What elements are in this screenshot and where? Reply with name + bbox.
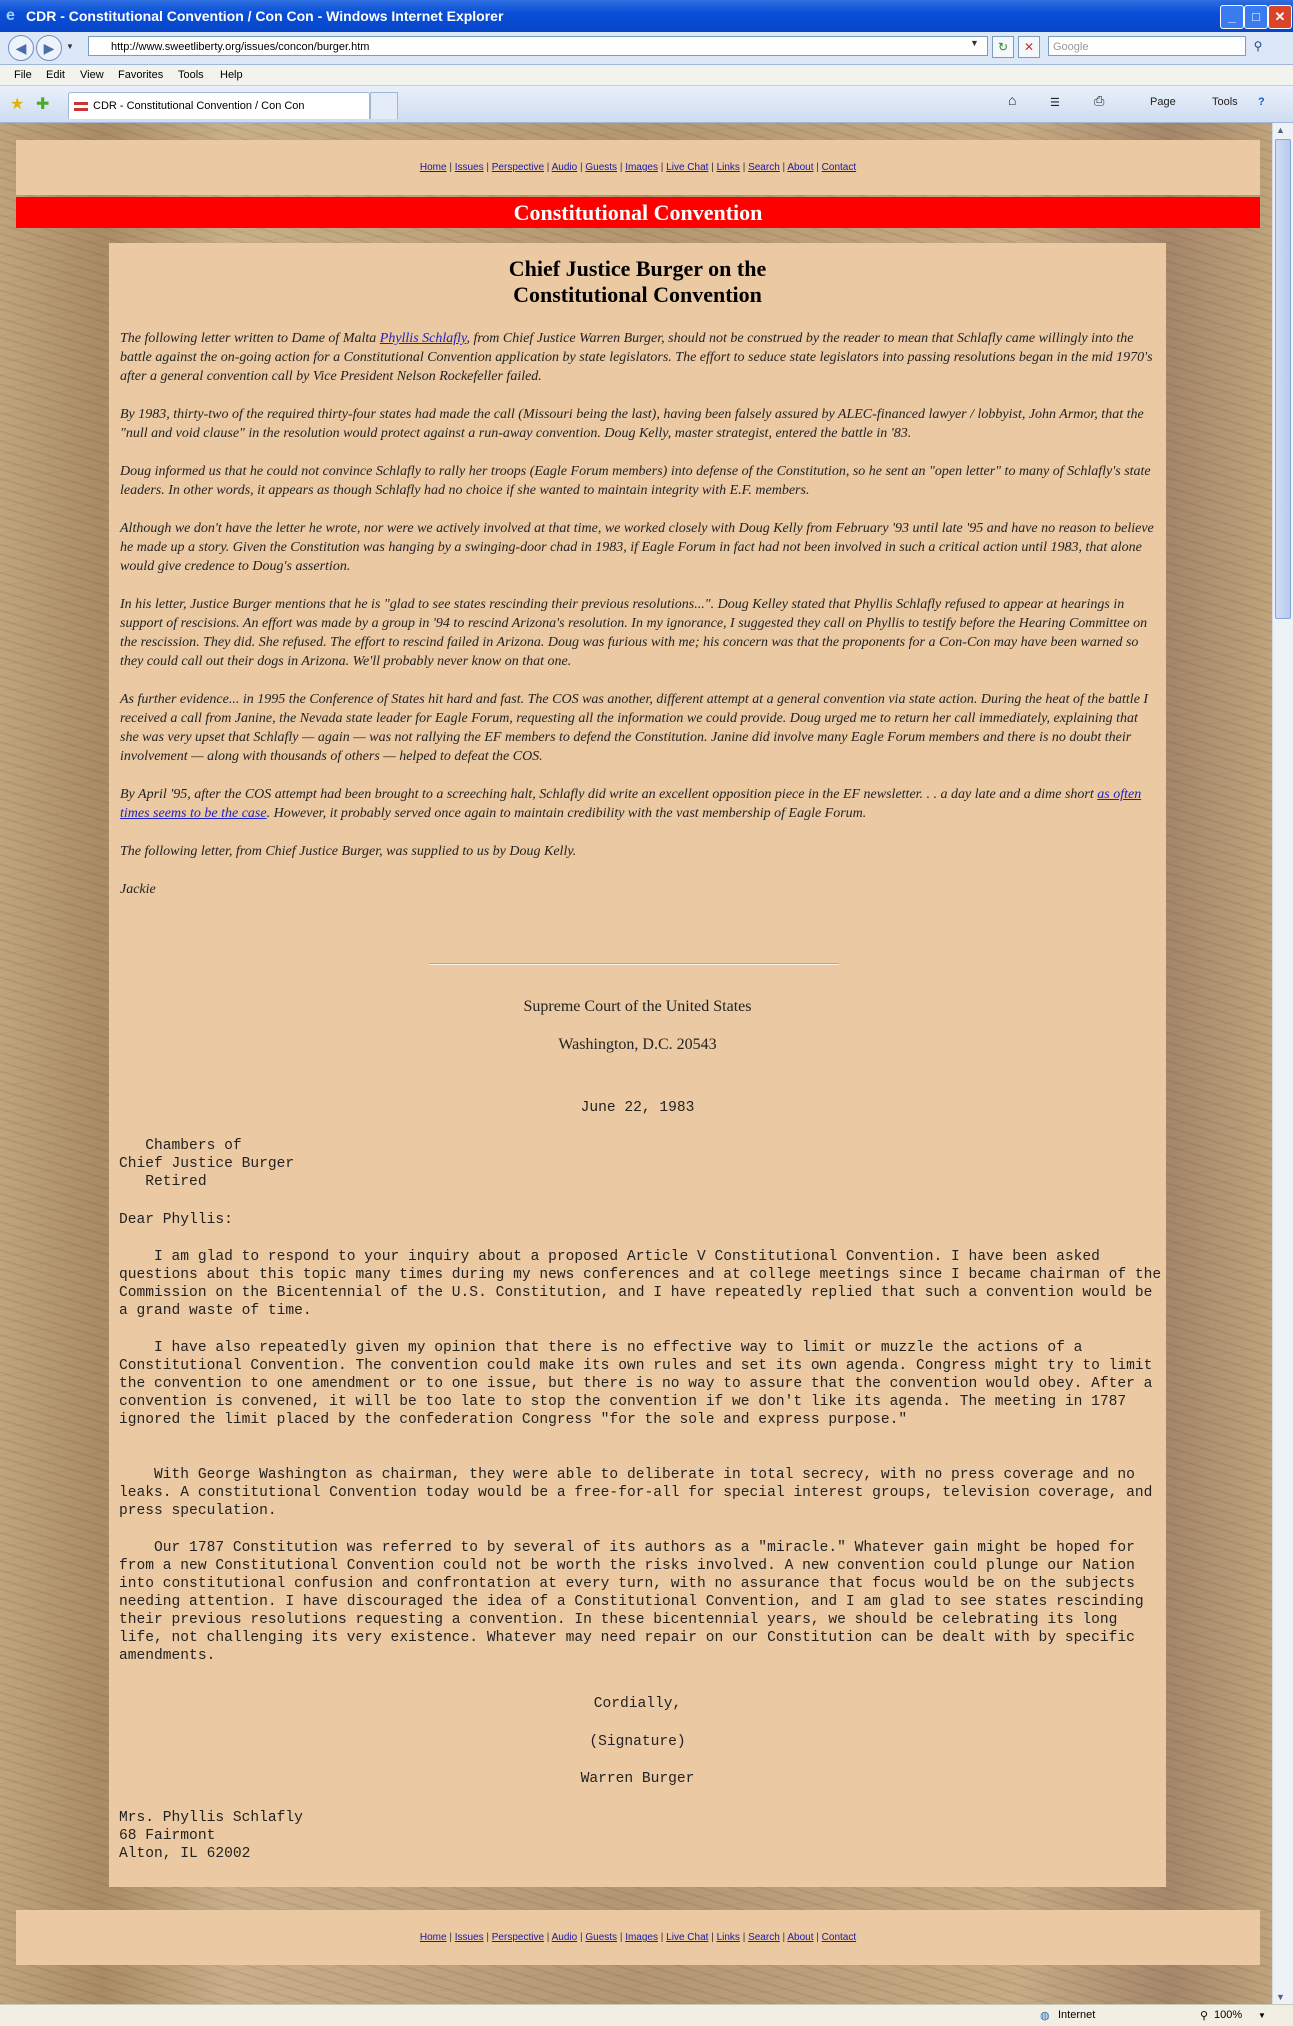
footer-nav-guests[interactable]: Guests — [585, 1932, 618, 1943]
letter-signature: (Signature) — [589, 1734, 686, 1750]
letter-paragraph-2: I have also repeatedly given my opinion that there is no effective way to limit or muzzle the actions of a Constitutional Convention. The convention could make its own rules and set its own agenda. Congress might try to limit the convention to one amendment or to one issue, but there is no way to assure that the convention would obey. After a convention is convened, it will be too late to stop the convention if we don't like its agenda. The meeting in 1787 ignored the limit placed by the confederation Congress "for the sole and express purpose." — [119, 1340, 1162, 1428]
nav-guests[interactable]: Guests — [585, 162, 618, 173]
menu-help[interactable]: Help — [220, 69, 243, 81]
letter-paragraph-4: Our 1787 Constitution was referred to by several of its authors as a "miracle." Whatever gain might be hoped for from a new Constitutional Convention could not be worth the risks involved. A new convention could plunge our Nation into constitutional confusion and confrontation at every turn, with no assurance that focus would be on the subjects needing attention. I have discouraged the idea of a Constitutional Convention, and I am glad to see states rescinding their previous resolutions requesting a convention. In these bicentennial years, we should be celebrating its long life, not challenging its very existence. Whatever may need repair on our Constitution can be dealt with by specific amendments. — [119, 1540, 1153, 1664]
back-button[interactable]: ◀ — [8, 35, 34, 61]
minimize-button[interactable]: _ — [1220, 5, 1244, 29]
zoom-level[interactable]: 100% — [1214, 2009, 1243, 2021]
nav-search[interactable]: Search — [748, 162, 780, 173]
page-title-line2: Constitutional Convention — [513, 282, 762, 307]
nav-perspective[interactable]: Perspective — [491, 162, 545, 173]
top-nav-panel — [16, 140, 1260, 195]
tab-flag-icon — [74, 102, 88, 111]
intro-paragraph-8: The following letter, from Chief Justice Burger, was supplied to us by Doug Kelly. — [120, 844, 577, 859]
bottom-nav-panel — [16, 1910, 1260, 1965]
page-viewport — [0, 123, 1272, 2004]
nav-contact[interactable]: Contact — [821, 162, 857, 173]
menu-bar — [0, 65, 1293, 86]
url-input[interactable]: http://www.sweetliberty.org/issues/concon/burger.htm — [88, 36, 988, 56]
letter-paragraph-1: I am glad to respond to your inquiry about a proposed Article V Constitutional Convention. I have been asked questions about this topic many times during my news conferences and at college meetings since I became chairman of the Commission on the Bicentennial of the U.S. Constitution, and I have repeatedly replied that such a convention would be a grand waste of time. — [119, 1249, 1170, 1319]
menu-favorites[interactable]: Favorites — [118, 69, 164, 81]
menu-file[interactable]: File — [14, 69, 32, 81]
menu-view[interactable]: View — [80, 69, 104, 81]
schlafly-link[interactable]: Phyllis Schlafly — [379, 331, 467, 346]
help-icon[interactable]: ? — [1258, 96, 1265, 108]
page-title — [109, 256, 1166, 308]
zoom-dropdown-icon[interactable]: ▼ — [1258, 2011, 1266, 2020]
intro-text — [120, 329, 1160, 918]
tools-menu[interactable]: Tools — [1212, 96, 1238, 108]
add-favorite-icon[interactable]: ✚ — [36, 96, 50, 113]
maximize-button[interactable]: □ — [1244, 5, 1268, 29]
letter-signer: Warren Burger — [580, 1771, 695, 1787]
refresh-button[interactable]: ↻ — [992, 36, 1014, 58]
page-menu[interactable]: Page — [1150, 96, 1176, 108]
favorites-star-icon[interactable]: ★ — [10, 96, 25, 113]
nav-links[interactable]: Links — [716, 162, 740, 173]
status-bar — [0, 2004, 1293, 2026]
scroll-down-icon[interactable]: ▼ — [1276, 1992, 1285, 2002]
intro-p1-post: , from Chief Justice Warren Burger, should not be construed by the reader to mean that Schlafly came willingly into the battle against the on-going action for a Constitutional Convention application by state legislators. The effort to seduce state legislators into passing resolutions began in the mid 1970's after a general convention call by Vice President Nelson Rockefeller failed. — [120, 331, 1153, 384]
nav-images[interactable]: Images — [625, 162, 658, 173]
letterhead-court: Supreme Court of the United States — [523, 998, 752, 1015]
intro-p1-pre: The following letter written to Dame of Malta — [120, 331, 380, 346]
menu-tools[interactable]: Tools — [178, 69, 204, 81]
footer-nav-links[interactable]: Links — [716, 1932, 740, 1943]
menu-edit[interactable]: Edit — [46, 69, 65, 81]
footer-nav-live-chat[interactable]: Live Chat — [666, 1932, 709, 1943]
intro-paragraph-3: Doug informed us that he could not convince Schlafly to rally her troops (Eagle Forum members) into defense of the Constitution, so he sent an "open letter" to many of Schlafly's state leaders. In other words, it appears as though Schlafly had no choice if she wanted to maintain integrity with E.F. members. — [120, 464, 1151, 498]
nav-home[interactable]: Home — [419, 162, 447, 173]
page-banner: Constitutional Convention — [16, 197, 1260, 228]
zone-label: Internet — [1058, 2009, 1096, 2021]
top-nav-links: Home | Issues | Perspective | Audio | Guests | Images | Live Chat | Links | Search | About | Contact — [419, 162, 857, 173]
divider — [429, 963, 839, 965]
intro-p7-post: . However, it probably served once again to maintain credibility with the vast membership of Eagle Forum. — [266, 806, 867, 821]
tab-current[interactable] — [68, 92, 370, 119]
zoom-icon[interactable]: ⚲ — [1200, 2010, 1209, 2022]
footer-nav-images[interactable]: Images — [625, 1932, 658, 1943]
url-dropdown-icon[interactable]: ▼ — [970, 38, 979, 48]
letter-recipient-address: Mrs. Phyllis Schlafly 68 Fairmont Alton, IL 62002 — [119, 1810, 303, 1862]
forward-button[interactable]: ▶ — [36, 35, 62, 61]
intro-paragraph-5: In his letter, Justice Burger mentions that he is "glad to see states rescinding their previous resolutions...". Doug Kelley stated that Phyllis Schlafly refused to appear at hearings in support of rescisions. An effort was made by a group in '94 to rescind Arizona's resolution. In my ignorance, I suggested they call on Phyllis to testify before the Hearing Committee on the rescission. They did. She refused. The effort to rescind failed in Arizona. Doug was furious with me; his concern was that the proponents for a Con-Con may have been warned so they could call out their dogs in Arizona. We'll probably never know on that one. — [120, 597, 1148, 669]
scrollbar-thumb[interactable] — [1275, 139, 1291, 619]
search-icon[interactable]: ⚲ — [1253, 39, 1263, 53]
intro-paragraph-1 — [120, 329, 1160, 386]
intro-paragraph-7 — [120, 785, 1160, 823]
footer-nav-contact[interactable]: Contact — [821, 1932, 857, 1943]
new-tab-button[interactable] — [370, 92, 398, 119]
ie-logo-icon: e — [6, 7, 15, 24]
letter-closing: Cordially, — [593, 1696, 682, 1712]
main-content — [109, 243, 1170, 1887]
letter-paragraph-3: With George Washington as chairman, they were able to deliberate in total secrecy, with no press coverage and no leaks. A constitutional Convention today would be a free-for-all for special interest groups, television coverage, and press speculation. — [119, 1467, 1162, 1519]
nav-audio[interactable]: Audio — [551, 162, 578, 173]
history-dropdown-icon[interactable]: ▼ — [66, 42, 74, 51]
nav-live-chat[interactable]: Live Chat — [666, 162, 709, 173]
letterhead-city: Washington, D.C. 20543 — [558, 1036, 717, 1053]
intro-paragraph-2: By 1983, thirty-two of the required thirty-four states had made the call (Missouri being the last), having been falsely assured by ALEC-financed lawyer / lobbyist, John Armor, that the "null and void clause" in the resolution would protect against a run-away convention. Doug Kelly, master strategist, entered the battle in '83. — [120, 407, 1144, 441]
nav-issues[interactable]: Issues — [454, 162, 484, 173]
globe-icon: ◍ — [1040, 2010, 1050, 2022]
footer-nav-home[interactable]: Home — [419, 1932, 447, 1943]
intro-signoff: Jackie — [120, 882, 156, 897]
often-times-link[interactable]: as often times seems to be the case — [120, 787, 1142, 821]
letter-salutation: Dear Phyllis: — [119, 1212, 233, 1228]
nav-about[interactable]: About — [787, 162, 814, 173]
address-bar — [0, 32, 1293, 65]
footer-nav-search[interactable]: Search — [748, 1932, 780, 1943]
window-title-bar — [0, 0, 1293, 32]
search-input[interactable]: Google — [1048, 36, 1246, 56]
feeds-icon[interactable]: ☰ — [1050, 97, 1060, 109]
letter-chambers: Chambers of Chief Justice Burger Retired — [119, 1138, 295, 1190]
footer-nav-perspective[interactable]: Perspective — [491, 1932, 545, 1943]
page-title-line1: Chief Justice Burger on the — [508, 256, 767, 281]
bottom-nav-links: Home | Issues | Perspective | Audio | Guests | Images | Live Chat | Links | Search | About | Contact — [419, 1932, 857, 1943]
tab-title: CDR - Constitutional Convention / Con Con — [93, 100, 305, 112]
vertical-scrollbar[interactable] — [1272, 123, 1293, 2004]
footer-nav-about[interactable]: About — [787, 1932, 814, 1943]
footer-nav-audio[interactable]: Audio — [551, 1932, 578, 1943]
stop-button[interactable]: ✕ — [1018, 36, 1040, 58]
window-title: CDR - Constitutional Convention / Con Con - Windows Internet Explorer — [26, 8, 504, 24]
scroll-up-icon[interactable]: ▲ — [1276, 125, 1285, 135]
letter-date: June 22, 1983 — [580, 1100, 695, 1116]
intro-paragraph-6: As further evidence... in 1995 the Conference of States hit hard and fast. The COS was another, different attempt at a general convention via state action. During the heat of the battle I received a call from Janine, the Nevada state leader for Eagle Forum, requesting all the information we could provide. Doug urged me to return her call immediately, explaining that she was very upset that Schlafly — again — was not rallying the EF members to defend the Constitution. Janine did involve many Eagle Forum members and there is no doubt their involvement — along with thousands of others — helped to defeat the COS. — [120, 692, 1149, 764]
footer-nav-issues[interactable]: Issues — [454, 1932, 484, 1943]
tab-bar — [0, 86, 1293, 123]
intro-p7-pre: By April '95, after the COS attempt had been brought to a screeching halt, Schlafly did write an excellent opposition piece in the EF newsletter. . . a day late and a dime short — [120, 787, 1098, 802]
intro-paragraph-4: Although we don't have the letter he wrote, nor were we actively involved at that time, we worked closely with Doug Kelly from February '93 until late '95 and have no reason to believe he made up a story. Given the Constitution was hanging by a swinging-door chad in 1983, if Eagle Forum in fact had not been involved in such a critical action until 1983, that alone would give credence to Doug's assertion. — [120, 521, 1154, 574]
print-icon[interactable]: ⎙ — [1094, 93, 1105, 108]
close-button[interactable]: ✕ — [1268, 5, 1292, 29]
home-icon[interactable]: ⌂ — [1008, 92, 1017, 108]
